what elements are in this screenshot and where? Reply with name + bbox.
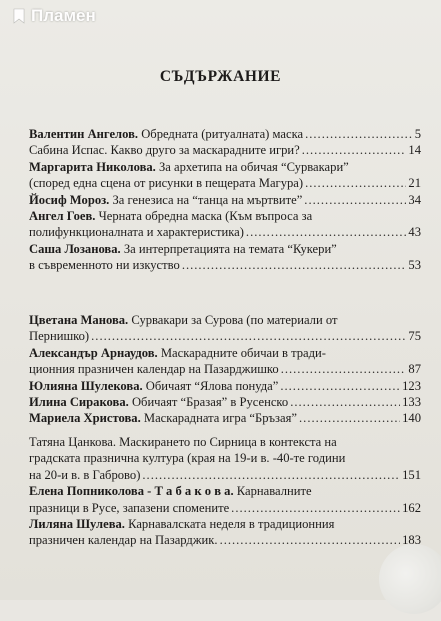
- leader-dots: [220, 532, 401, 548]
- author-name: Ангел Гоев.: [29, 209, 96, 224]
- toc-line-text: [29, 257, 180, 273]
- entry-title: Пернишко): [29, 329, 90, 344]
- toc-line-text: [29, 328, 89, 344]
- toc-line: [29, 410, 421, 426]
- watermark: [12, 6, 96, 26]
- toc-line: [29, 142, 421, 158]
- toc-line-text: [29, 361, 279, 377]
- toc-line: [29, 532, 421, 548]
- toc-entry: [29, 410, 421, 426]
- author-name: Мариела Христова.: [29, 411, 141, 426]
- page-number: 43: [408, 225, 421, 240]
- toc-line: [29, 312, 421, 328]
- page-number: 133: [402, 395, 421, 410]
- toc-entry: [29, 516, 421, 549]
- entry-title: на 20-и в. в Габрово): [29, 467, 141, 482]
- entry-title: градската празнична култура (края на 19-и в. -40-те години: [29, 451, 346, 466]
- leader-dots: [305, 175, 406, 191]
- toc-line-text: [29, 142, 300, 158]
- entry-title: празници в Русе, запазени спомените: [29, 500, 230, 515]
- toc-line: [29, 175, 421, 191]
- toc-line: [29, 159, 421, 175]
- toc-line-text: [29, 192, 302, 208]
- toc-line: [29, 467, 421, 483]
- toc-line-text: [29, 450, 345, 466]
- page-number: 5: [414, 127, 421, 141]
- author-name: Юлияна Шулекова.: [29, 378, 143, 393]
- leader-dots: [182, 257, 407, 273]
- toc-line-text: [29, 434, 337, 450]
- author-name: Маргарита Николова.: [29, 159, 156, 174]
- page-number: 123: [402, 378, 421, 393]
- toc-line-text: [29, 516, 334, 532]
- corner-sticker: [372, 537, 441, 620]
- toc-entry: [29, 394, 421, 410]
- toc-entry: [29, 345, 421, 378]
- author-name: Лиляна Шулева.: [29, 517, 125, 532]
- toc-line-text: [29, 312, 337, 328]
- toc-line-text: [29, 500, 229, 516]
- toc-line: [29, 483, 421, 499]
- toc-line-text: [29, 224, 244, 240]
- toc-line-text: [29, 159, 349, 175]
- author-name: Цветана Манова.: [29, 313, 129, 327]
- entry-title: За архетипа на обичая “Сурвакари”: [155, 159, 349, 174]
- toc-section-2: [29, 312, 421, 427]
- toc-line: [29, 450, 421, 466]
- toc-line-text: [29, 378, 278, 394]
- toc-line-text: [29, 532, 218, 548]
- toc-line-text: [29, 208, 312, 224]
- toc-line-text: [29, 483, 312, 499]
- page-number: 140: [402, 411, 421, 426]
- entry-title: празничен календар на Пазарджик.: [29, 533, 218, 548]
- toc-line: [29, 361, 421, 377]
- entry-title: Сабина Испас. Какво друго за маскарадните игри?: [29, 143, 300, 158]
- entry-title: Карнавалните: [233, 484, 312, 499]
- entry-title: Татяна Цанкова. Маскирането по Сирница в контекста на: [29, 435, 337, 449]
- toc-line: [29, 257, 421, 273]
- entry-title: полифункционалната и характеристика): [29, 225, 244, 240]
- toc-line-text: [29, 241, 337, 257]
- leader-dots: [246, 224, 406, 240]
- leader-dots: [231, 500, 400, 516]
- entry-title: Сурвакари за Сурова (по материали от: [128, 313, 338, 327]
- toc-line: [29, 345, 421, 361]
- entry-title: Обичаят “Бразая” в Русенско: [128, 395, 289, 410]
- leader-dots: [299, 410, 400, 426]
- toc-line: [29, 500, 421, 516]
- leader-dots: [305, 126, 413, 142]
- toc-line: [29, 378, 421, 394]
- toc-entry: [29, 312, 421, 345]
- toc-line: [29, 394, 421, 410]
- leader-dots: [302, 142, 407, 158]
- toc-entry: [29, 159, 421, 192]
- page-number: 183: [402, 533, 421, 548]
- entry-title: Обредната (ритуалната) маска: [138, 127, 304, 141]
- toc-entry: [29, 483, 421, 516]
- entry-title: ционния празничен календар на Пазарджишко: [29, 362, 279, 377]
- toc-entry: [29, 378, 421, 394]
- page-number: 34: [408, 192, 421, 207]
- leader-dots: [142, 467, 400, 483]
- entry-title: Обичаят “Ялова понуда”: [142, 378, 279, 393]
- entry-title: За интерпретацията на темата “Кукери”: [120, 241, 337, 256]
- bookmark-icon: [12, 8, 26, 24]
- toc-line: [29, 516, 421, 532]
- toc-line: [29, 192, 421, 208]
- entry-title: За генезиса на “танца на мъртвите”: [109, 192, 303, 207]
- author-name: Валентин Ангелов.: [29, 127, 139, 141]
- toc-entry: [29, 142, 421, 158]
- toc-line: [29, 224, 421, 240]
- toc-line: [29, 434, 421, 450]
- toc-line: [29, 328, 421, 344]
- page-number: 162: [402, 500, 421, 515]
- leader-dots: [290, 394, 400, 410]
- toc-entry: [29, 241, 421, 274]
- entry-title: Карнавалската неделя в традиционния: [124, 517, 335, 532]
- author-name: Елена Попниколова - Т а б а к о в а.: [29, 484, 234, 499]
- toc-line-text: [29, 345, 326, 361]
- leader-dots: [280, 378, 400, 394]
- author-name: Илина Сиракова.: [29, 395, 129, 410]
- page-number: 87: [408, 362, 421, 377]
- author-name: Александър Арнаудов.: [29, 345, 158, 360]
- toc-line-text: [29, 126, 303, 142]
- toc-line: [29, 208, 421, 224]
- leader-dots: [91, 328, 406, 344]
- page-number: 14: [408, 143, 421, 158]
- toc-section-1: [29, 126, 421, 274]
- toc-entry: [29, 208, 421, 241]
- page-number: 21: [408, 176, 421, 191]
- entry-title: в съвременното ни изкуство: [29, 258, 180, 273]
- leader-dots: [281, 361, 407, 377]
- page-number: 53: [408, 258, 421, 273]
- page-number: 151: [402, 467, 421, 482]
- entry-title: Маскарадната игра “Бръзая”: [140, 411, 298, 426]
- toc-line: [29, 126, 421, 142]
- toc-line-text: [29, 410, 297, 426]
- toc-entry: [29, 126, 421, 142]
- toc-line-text: [29, 467, 140, 483]
- leader-dots: [304, 192, 406, 208]
- page-number: 75: [408, 329, 421, 344]
- entry-title: Маскарадните обичаи в тради-: [157, 345, 326, 360]
- author-name: Йосиф Мороз.: [29, 192, 110, 207]
- page-title: СЪДЪРЖАНИЕ: [159, 68, 282, 85]
- watermark-text: Пламен: [31, 6, 96, 25]
- entry-title: Черната обредна маска (Към въпроса за: [95, 209, 313, 224]
- toc-line-text: [29, 394, 288, 410]
- toc-entry: [29, 192, 421, 208]
- toc-line: [29, 241, 421, 257]
- toc-section-3: [29, 434, 421, 549]
- toc-entry: [29, 434, 421, 483]
- entry-title: (според една сцена от рисунки в пещерата Магура): [29, 176, 304, 191]
- author-name: Саша Лозанова.: [29, 241, 121, 256]
- toc-line-text: [29, 175, 303, 191]
